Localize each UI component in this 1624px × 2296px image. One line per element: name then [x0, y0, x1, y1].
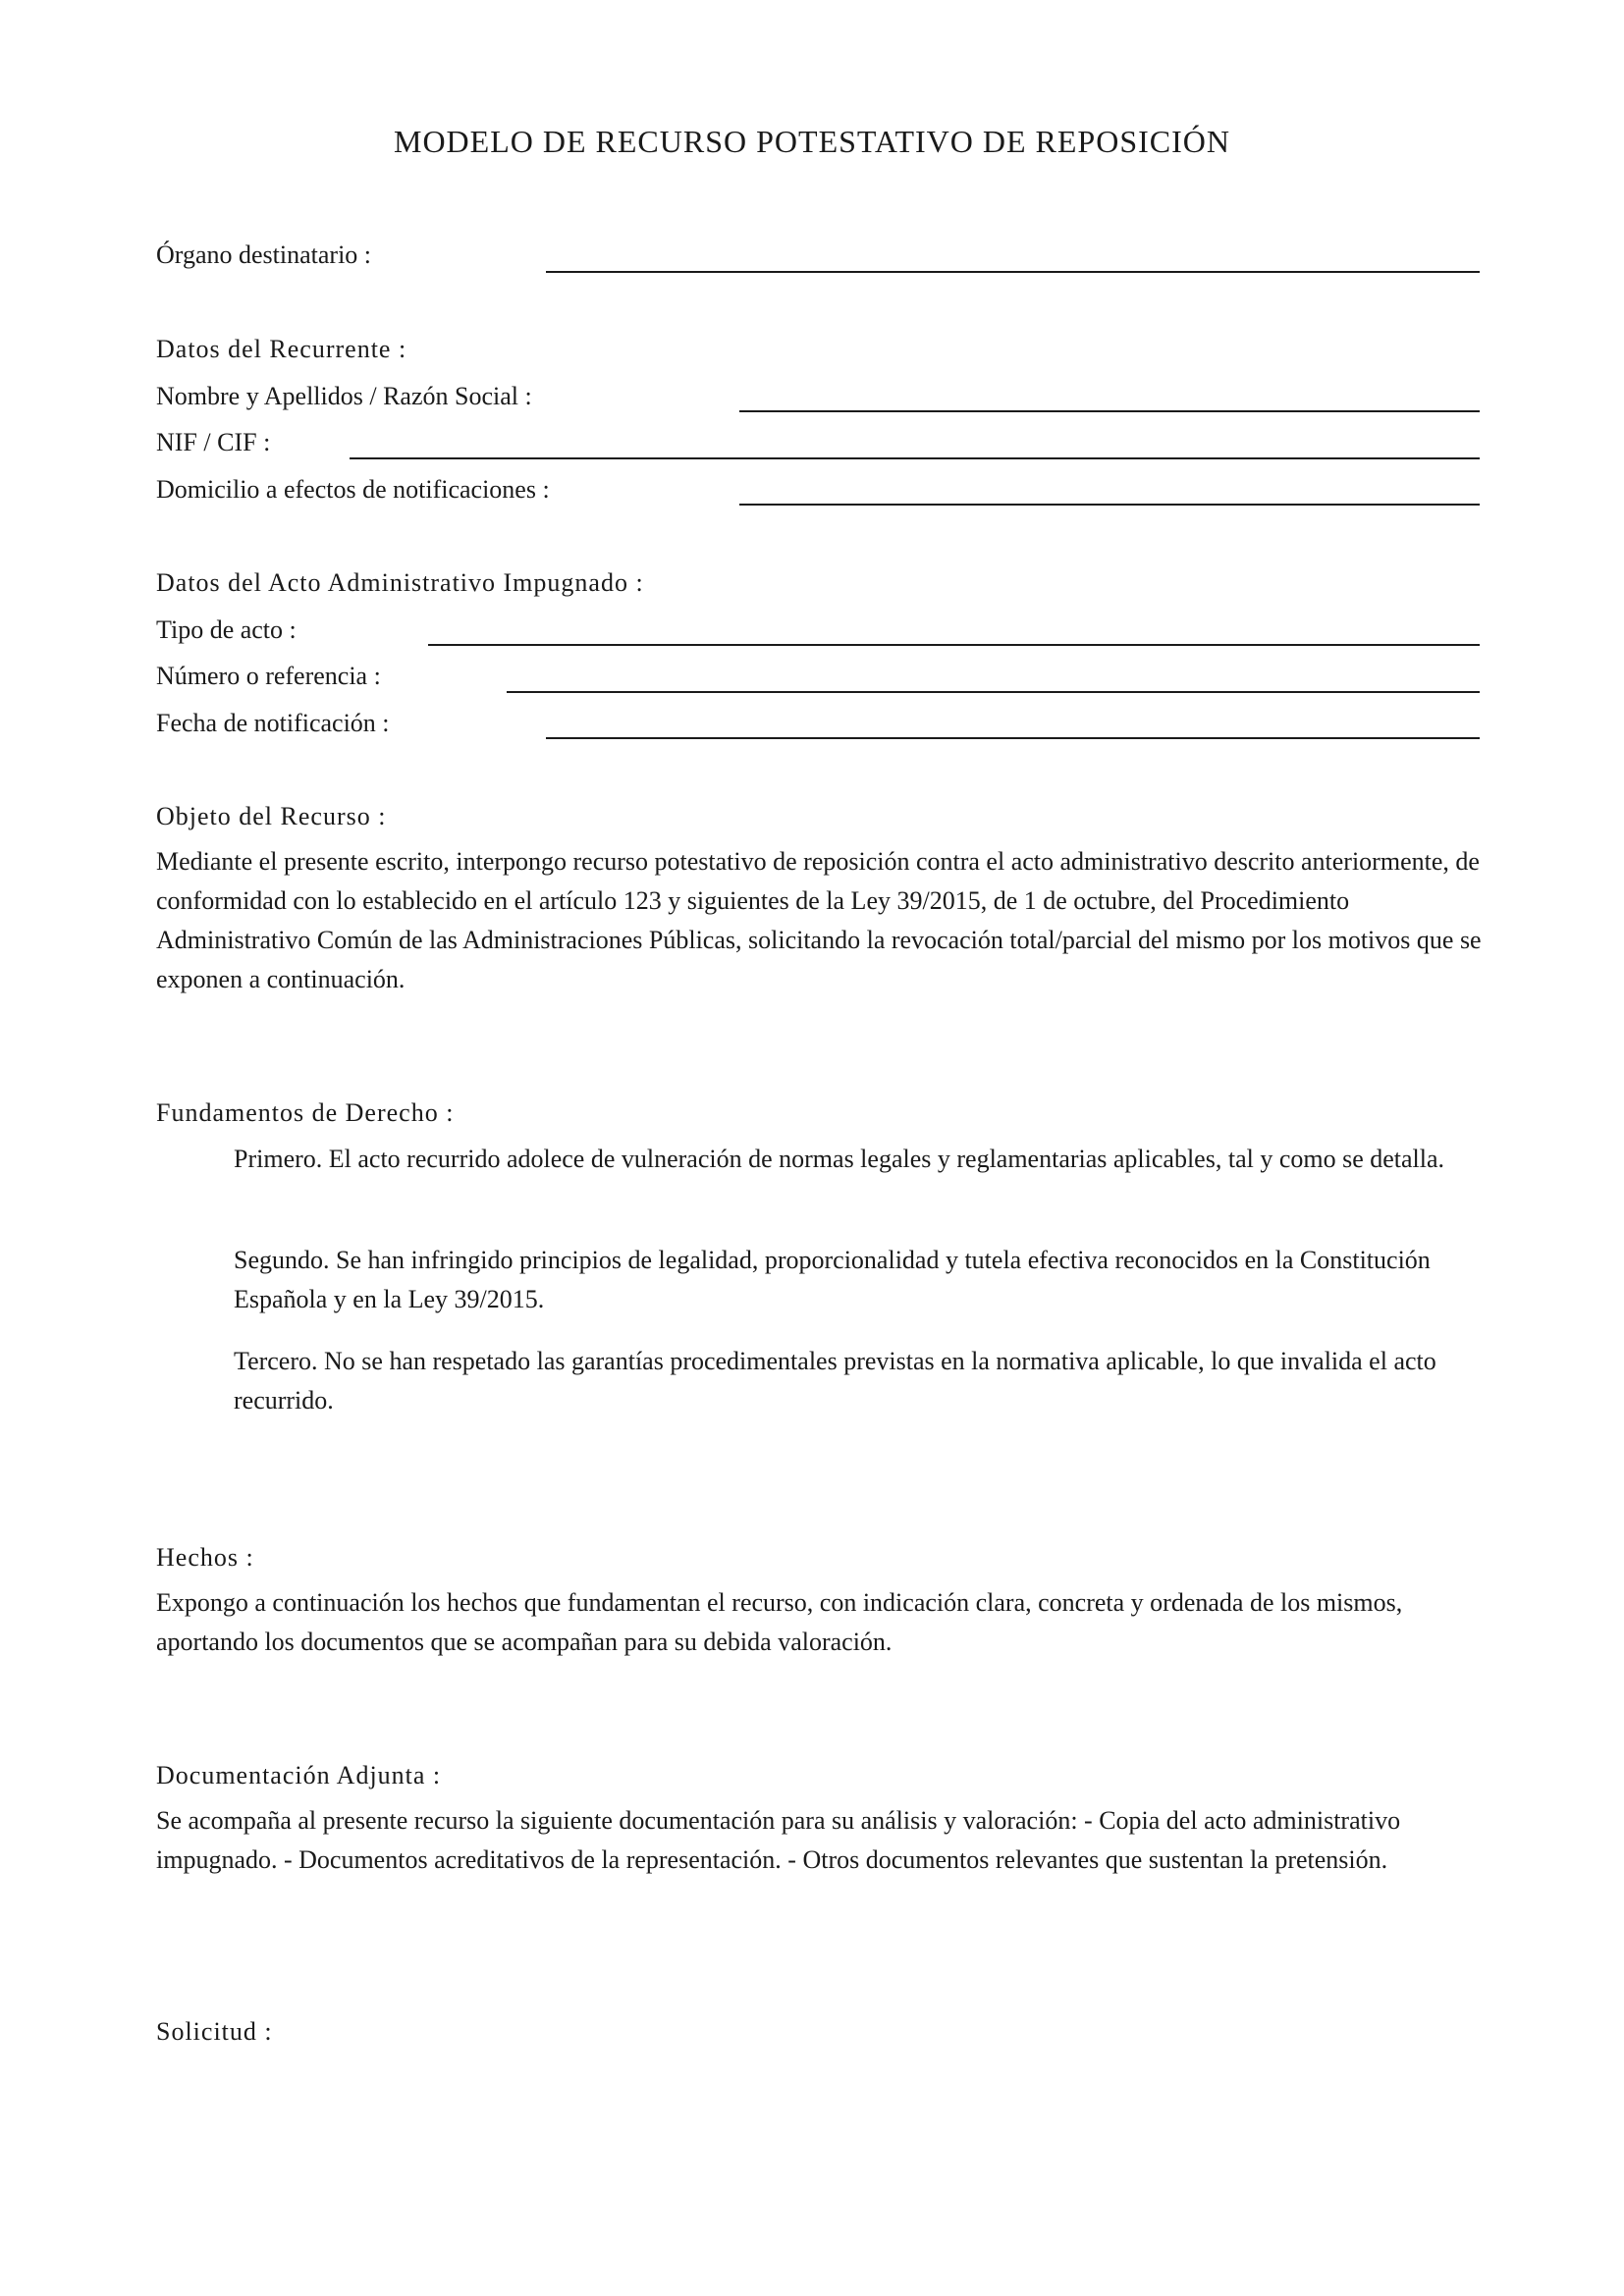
numero-field-line[interactable]: [507, 691, 1480, 693]
nombre-label: Nombre y Apellidos / Razón Social :: [156, 382, 532, 410]
tipo-acto-label: Tipo de acto :: [156, 615, 297, 644]
hechos-heading: Hechos :: [156, 1543, 254, 1572]
fecha-field-line[interactable]: [546, 737, 1480, 739]
fecha-label: Fecha de notificación :: [156, 709, 390, 737]
organo-label: Órgano destinatario :: [156, 240, 372, 269]
hechos-text: Expongo a continuación los hechos que fundamentan el recurso, con indicación clara, concreta y ordenada de los mismos, aportando los documentos que se acompañan para su debida valoración.: [156, 1588, 1403, 1656]
recurrente-heading: Datos del Recurrente :: [156, 335, 407, 363]
nif-label: NIF / CIF :: [156, 428, 271, 456]
fundamento-tercero: Tercero. No se han respetado las garantías procedimentales previstas en la normativa aplicable, lo que invalida el acto recurrido.: [234, 1347, 1436, 1415]
fundamento-segundo: Segundo. Se han infringido principios de legalidad, proporcionalidad y tutela efectiva reconocidos en la Constitución Española y en la Ley 39/2015.: [234, 1246, 1431, 1313]
fundamento-primero: Primero. El acto recurrido adolece de vulneración de normas legales y reglamentarias aplicables, tal y como se detalla.: [234, 1145, 1445, 1173]
organo-field-line[interactable]: [546, 271, 1480, 273]
documentacion-heading: Documentación Adjunta :: [156, 1761, 442, 1789]
nif-field-line[interactable]: [350, 457, 1480, 459]
documentacion-text: Se acompaña al presente recurso la siguiente documentación para su análisis y valoración: - Copia del acto administrativo impugnado. - Documentos acreditativos de la representación. - Otros documentos relevantes que sustentan la pretensión.: [156, 1806, 1401, 1874]
acto-heading: Datos del Acto Administrativo Impugnado :: [156, 568, 644, 597]
objeto-text: Mediante el presente escrito, interpongo recurso potestativo de reposición contra el acto administrativo descrito anteriormente, de conformidad con lo establecido en el artículo 123 y siguientes de la Ley 39/2015, de 1 de octubre, del Procedimiento Administrativo Común de las Administraciones Públicas, solicitando la revocación total/parcial del mismo por los motivos que se exponen a continuación.: [156, 847, 1482, 993]
domicilio-label: Domicilio a efectos de notificaciones :: [156, 475, 550, 504]
tipo-acto-field-line[interactable]: [428, 644, 1480, 646]
numero-label: Número o referencia :: [156, 662, 381, 690]
fundamentos-heading: Fundamentos de Derecho :: [156, 1098, 455, 1127]
document-title: MODELO DE RECURSO POTESTATIVO DE REPOSICIÓN: [393, 124, 1230, 159]
objeto-heading: Objeto del Recurso :: [156, 802, 387, 830]
solicitud-heading: Solicitud :: [156, 2017, 273, 2046]
nombre-field-line[interactable]: [739, 410, 1480, 412]
domicilio-field-line[interactable]: [739, 504, 1480, 506]
